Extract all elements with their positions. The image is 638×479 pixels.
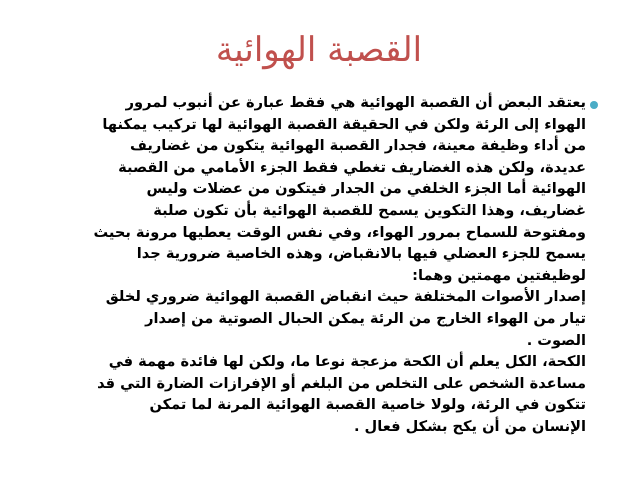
body-line: غضاريف، وهذا التكوين يسمح للقصبة الهوائية بأن تكون صلبة	[153, 201, 586, 219]
body-line: من أداء وظيفة معينة، فجدار القصبة الهوائية يتكون من غضاريف	[130, 137, 586, 155]
bullet-dot-icon	[590, 101, 598, 109]
slide-title: القصبة الهوائية	[215, 30, 423, 70]
body-line: يسمح للجزء العضلي فيها بالانقباض، وهذه الخاصية ضرورية جدا	[136, 245, 586, 263]
body-line: تيار من الهواء الخارج من الرئة يمكن الحبال الصوتية من إصدار	[145, 309, 586, 327]
body-line: عديدة، ولكن هذه الغضاريف تغطي فقط الجزء الأمامي من القصبة	[118, 158, 586, 176]
body-line: الإنسان من أن يكح بشكل فعال .	[353, 417, 586, 435]
body-line: الهواء إلى الرئة ولكن في الحقيقة القصبة الهوائية لها تركيب يمكنها	[102, 115, 586, 133]
body-line: يعتقد البعض أن القصبة الهوائية هي فقط عبارة عن أنبوب لمرور	[125, 94, 586, 111]
body-line: الكحة، الكل يعلم أن الكحة مزعجة نوعا ما، ولكن لها فائدة مهمة في	[108, 353, 586, 371]
body-line: ومفتوحة للسماح بمرور الهواء، وفي نفس الوقت يعطيها مرونة بحيث	[93, 223, 586, 241]
body-line: إصدار الأصوات المختلفة حيث انقباض القصبة الهوائية ضروري لخلق	[105, 288, 586, 306]
body-line: الصوت .	[526, 331, 586, 349]
body-line: تتكون في الرئة، ولولا خاصية القصبة الهوائية المرنة لما تمكن	[149, 396, 586, 414]
body-line: الهوائية أما الجزء الخلفي من الجدار فيتكون من عضلات وليس	[146, 180, 586, 198]
slide-body-text	[68, 92, 586, 438]
body-line: لوظيفتين مهمتين وهما:	[412, 266, 586, 284]
body-line: مساعدة الشخص على التخلص من البلغم أو الإفرازات الضارة التي قد	[97, 374, 586, 392]
